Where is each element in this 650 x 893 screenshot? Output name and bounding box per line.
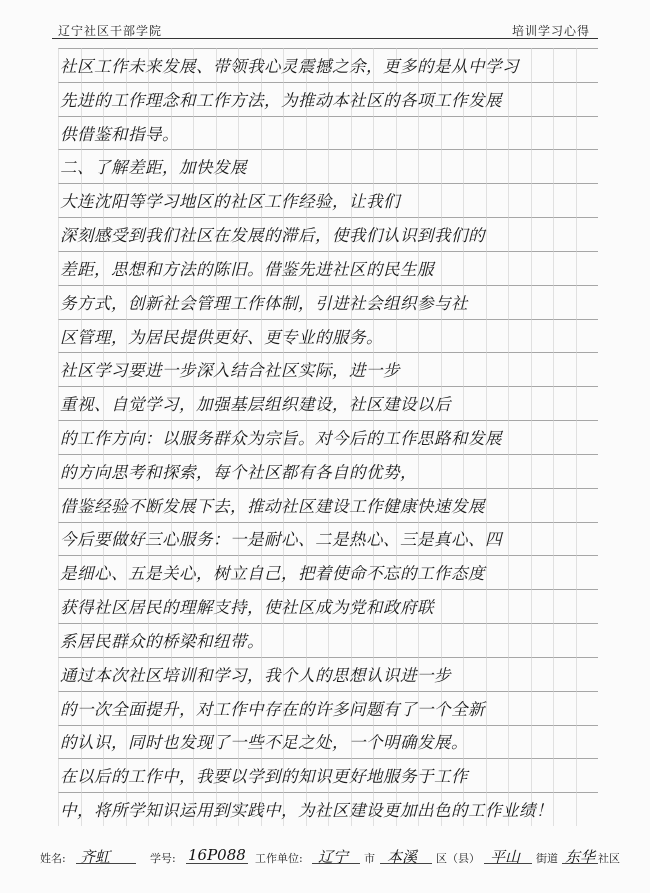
handwritten-line: 供借鉴和指导。 xyxy=(60,124,179,144)
handwritten-line: 差距，思想和方法的陈旧。借鉴先进社区的民生服 xyxy=(60,259,434,279)
handwritten-line: 务方式，创新社会管理工作体制，引进社会组织参与社 xyxy=(60,293,468,313)
district-suffix: 区（县） xyxy=(436,852,480,865)
handwritten-line: 借鉴经验不断发展下去，推动社区建设工作健康快速发展 xyxy=(60,496,485,516)
city-suffix: 市 xyxy=(364,852,375,865)
handwritten-line: 二、了解差距，加快发展 xyxy=(60,158,247,178)
unit-label: 工作单位: xyxy=(255,852,303,865)
handwritten-line: 社区工作未来发展、带领我心灵震撼之余，更多的是从中学习 xyxy=(60,56,519,76)
id-underline xyxy=(186,863,248,864)
handwritten-line: 重视、自觉学习，加强基层组织建设，社区建设以后 xyxy=(60,395,451,415)
handwritten-line: 通过本次社区培训和学习，我个人的思想认识进一步 xyxy=(60,665,451,685)
district-underline xyxy=(484,863,532,864)
city-underline xyxy=(380,863,432,864)
handwritten-line: 是细心、五是关心，树立自己，把着使命不忘的工作态度 xyxy=(60,564,485,584)
handwritten-line: 大连沈阳等学习地区的社区工作经验，让我们 xyxy=(60,192,400,212)
province-underline xyxy=(312,863,360,864)
handwritten-line: 的工作方向：以服务群众为宗旨。对今后的工作思路和发展 xyxy=(60,429,502,448)
header-rule xyxy=(52,38,598,39)
street-value: 东华 xyxy=(565,848,596,866)
province-value: 辽宁 xyxy=(318,848,349,866)
handwritten-line: 获得社区居民的理解支持，使社区成为党和政府联 xyxy=(60,598,434,618)
district-value: 平山 xyxy=(490,848,521,866)
handwritten-line: 系居民群众的桥梁和纽带。 xyxy=(60,631,264,651)
document-type: 培训学习心得 xyxy=(511,24,590,38)
street-underline xyxy=(562,863,598,864)
id-label: 学号: xyxy=(150,852,176,865)
street-suffix: 街道 xyxy=(536,852,558,865)
community-suffix: 社区 xyxy=(598,852,620,865)
writing-grid xyxy=(58,48,598,826)
handwritten-line: 中，将所学知识运用到实践中，为社区建设更加出色的工作业绩！ xyxy=(60,801,553,821)
handwritten-line: 的方向思考和探索，每个社区都有各自的优势， xyxy=(60,462,417,482)
handwritten-line: 先进的工作理念和工作方法，为推动本社区的各项工作发展 xyxy=(60,90,502,110)
city-value: 本溪 xyxy=(387,848,418,866)
name-label: 姓名: xyxy=(40,852,66,865)
id-value: 16P088 xyxy=(188,846,246,864)
handwritten-line: 的一次全面提升，对工作中存在的许多问题有了一个全新 xyxy=(60,699,485,719)
handwritten-line: 社区学习要进一步深入结合社区实际，进一步 xyxy=(60,361,400,381)
handwritten-line: 今后要做好三心服务：一是耐心、二是热心、三是真心、四 xyxy=(60,530,502,550)
handwritten-line: 在以后的工作中，我要以学到的知识更好地服务于工作 xyxy=(60,767,468,787)
institution-name: 辽宁社区干部学院 xyxy=(58,24,163,38)
signature-footer xyxy=(40,846,620,868)
handwritten-line: 深刻感受到我们社区在发展的滞后，使我们认识到我们的 xyxy=(60,226,485,246)
handwritten-line: 区管理，为居民提供更好、更专业的服务。 xyxy=(60,327,383,347)
name-underline xyxy=(76,863,136,864)
name-value: 齐虹 xyxy=(80,848,111,866)
handwritten-line: 的认识，同时也发现了一些不足之处，一个明确发展。 xyxy=(60,733,468,753)
